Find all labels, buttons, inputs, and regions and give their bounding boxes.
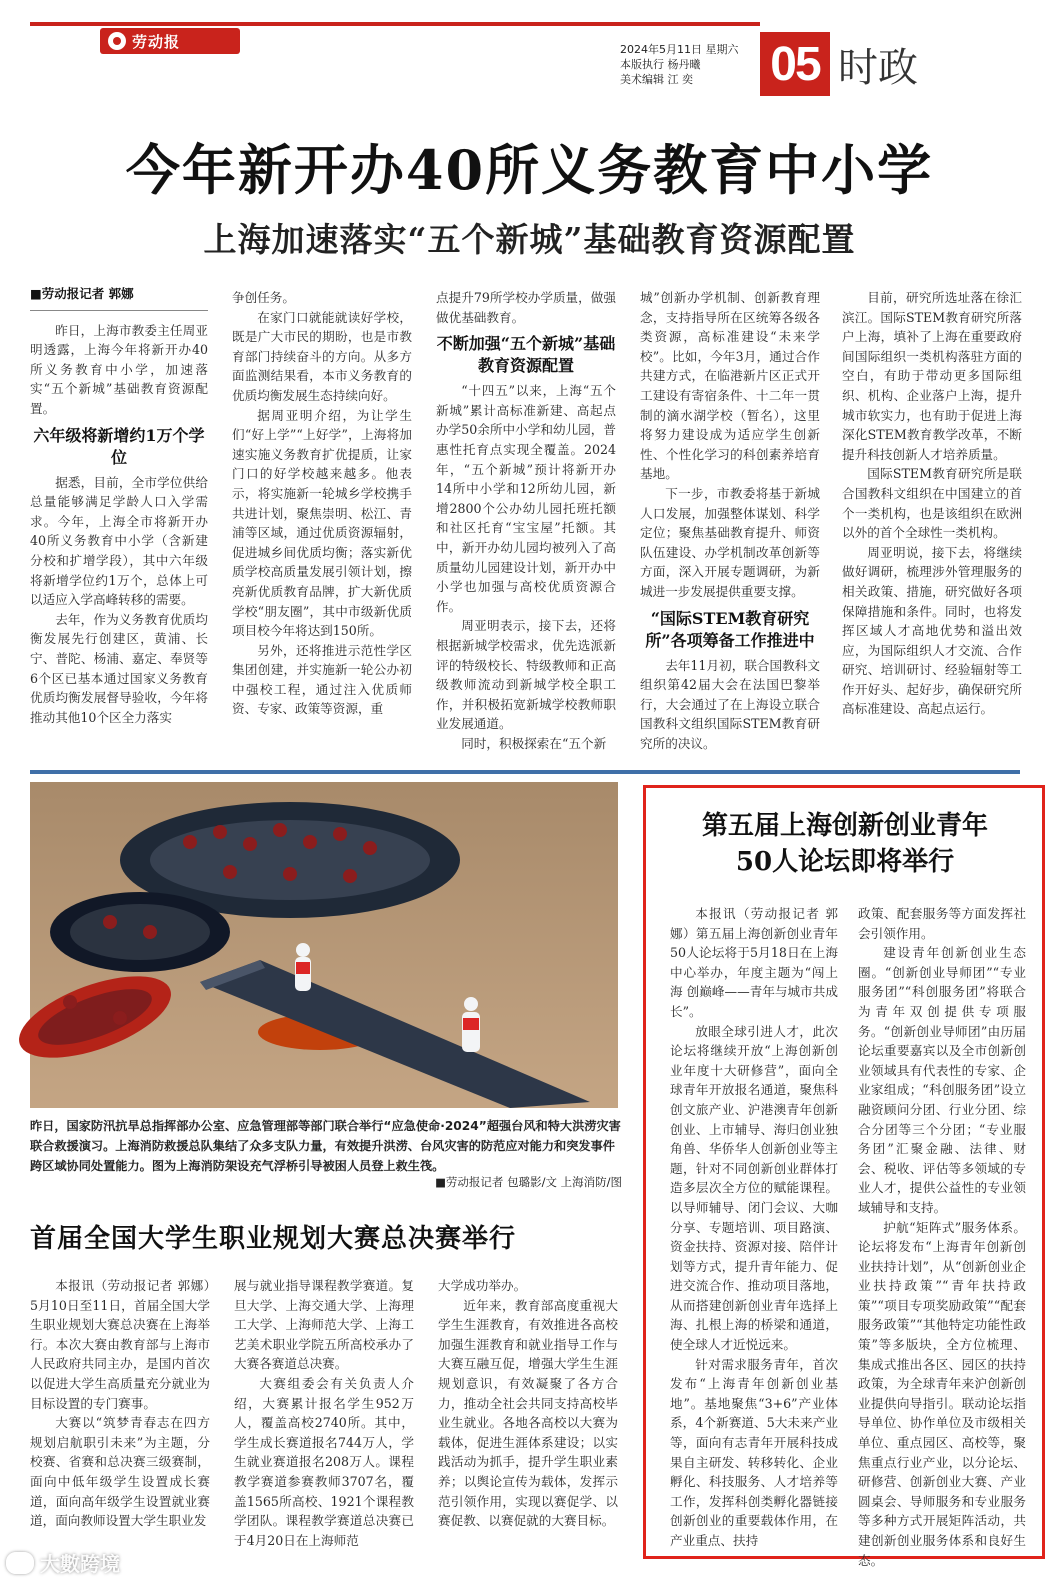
section-name: 时政 bbox=[838, 44, 918, 91]
newspaper-logo bbox=[100, 28, 240, 54]
article2-col2-text bbox=[234, 1276, 414, 1550]
watermark bbox=[6, 1548, 120, 1577]
paragraph: 据周亚明介绍，为让学生们“好上学”“上好学”，上海将加速实施义务教育扩优提质，让家门口的好学校越来越多。他表示，将实施新一轮城乡学校携手共进计划，聚焦崇明、松江、青浦等区域，通过优质资源辐射，促进城乡间优质均衡；落实新优质学校高质量发展引领计划，擦亮新优质教育品牌，扩大新优质学校“朋友圈”，其中市级新优质项目校今年将达到150所。 bbox=[232, 407, 412, 639]
paragraph: “十四五”以来，上海“五个新城”累计高标准新建、高起点办学50余所中小学和幼儿园，普惠性托育点实现全覆盖。2024年，“五个新城”预计将新开办14所中小学和12所幼儿园，新增2800个公办幼儿园托班托额和社区托育“宝宝屋”托额。其中，新开办幼儿园均被列入了高质量幼儿园建设计划，新开办中小学也加强与高校优质资源合作。 bbox=[436, 383, 616, 614]
paragraph: 放眼全球引进人才，此次论坛将继续开放“上海创新创业年度十大研修营”，面向全球青年开放报名通道，聚焦科创文旅产业、沪港澳青年创新创业、上市辅导、海归创业独角兽、华侨华人创新创业等主题，针对不同创新创业群体打造多层次全方位的赋能课程。以导师辅导、闭门会议、大咖分享、专题培训、项目路演、资金扶持、资源对接、陪伴计划等方式，提升青年能力、促进交流合作、推动项目落地，从而搭建创新创业青年选择上海、扎根上海的桥梁和通道，使全球人才近悦远来。 bbox=[670, 1023, 838, 1353]
paragraph: 同时，积极探索在“五个新 bbox=[461, 735, 607, 751]
article2-column-1 bbox=[30, 1276, 210, 1554]
issue-date: 2024年5月11日 星期六 bbox=[620, 43, 739, 56]
article1-col4a-text bbox=[640, 288, 820, 602]
article2-col3-text bbox=[438, 1276, 618, 1531]
article1-column-5 bbox=[842, 288, 1022, 764]
paragraph: 昨日，上海市教委主任周亚明透露，上海今年将新开办40所义务教育中小学，加速落实“五个新城”基础教育资源配置。 bbox=[30, 322, 208, 416]
article1-col5-text bbox=[842, 288, 1022, 719]
article1-col3b-text bbox=[436, 381, 616, 753]
article2-col1-text bbox=[30, 1276, 210, 1531]
paragraph: 下一步，市教委将基于新城人口发展，加强整体谋划、科学定位；聚焦基础教育提升、师资队伍建设、办学机制改革创新等方面，深入开展专题调研，为新城进一步发展提供重要支撑。 bbox=[640, 485, 820, 599]
article1-col1-text bbox=[30, 321, 208, 419]
article1-column-3 bbox=[436, 288, 616, 764]
article1-column-1 bbox=[30, 284, 208, 764]
section-divider bbox=[30, 770, 1020, 774]
paragraph: 周亚明表示，接下去，还将根据新城学校需求，优先选派新评的特级校长、特级教师和正高级教师流动到新城学校全职工作，并积极拓宽新城学校教师职业发展通道。 bbox=[436, 618, 616, 732]
paragraph: 针对需求服务青年，首次发布“上海青年创新创业基地”。基地聚焦“3+6”产业体系，4个新赛道、5大未来产业等，面向有志青年开展科技成果自主研发、转移转化、企业孵化、科技服务、人才培养等工作，发挥科创类孵化器链接创新创业的重要载体作用，在产业重点、扶持 bbox=[670, 1356, 838, 1548]
watermark-text: 大數跨境 bbox=[40, 1552, 120, 1576]
paragraph: 国际STEM教育研究所是联合国教科文组织在中国建立的首个一类机构，也是该组织在欧洲以外的首个全球性一类机构。 bbox=[842, 466, 1022, 541]
article3-title bbox=[660, 808, 1030, 880]
page-number: 05 bbox=[760, 32, 830, 96]
paragraph: 据悉，目前，全市学位供给总量能够满足学龄人口入学需求。今年，上海全市将新开办40所义务教育中小学（含新建分校和扩增学段），其中六年级将新增学位约1万个，总体上可以适应入学高峰转移的需要。 bbox=[30, 474, 208, 608]
paragraph: 大赛以“筑梦青春志在四方 规划启航职引未来”为主题，分校赛、省赛和总决赛三级赛制，面向中低年级学生设置成长赛道，面向高年级学生设置就业赛道，面向教师设置大学生职业发 bbox=[30, 1415, 210, 1529]
paragraph: 在家门口就能就读好学校，既是广大市民的期盼，也是市教育部门持续奋斗的方向。从多方面监测结果看，本市义务教育的优质均衡发展生态持续向好。 bbox=[232, 309, 412, 403]
paragraph: 去年11月初，联合国教科文组织第42届大会在法国巴黎举行，大会通过了在上海设立联合国教科文组织国际STEM教育研究所的决议。 bbox=[640, 657, 820, 751]
article3-col2-text bbox=[858, 904, 1026, 1570]
paragraph: 护航“矩阵式”服务体系。论坛将发布“上海青年创新创业扶持计划”，从“创新创业企业扶持政策”“青年扶持政策”“项目专项奖励政策”“配套服务政策”“其他特定功能性政策”等多版块，全方位梳理、集成式推出各区、园区的扶持政策，为全球青年来沪创新创业提供向导指引。联动论坛指导单位、协作单位及市级相关单位、重点园区、高校等，聚焦重点行业产业，以分论坛、研修营、创新创业大赛、产业圆桌会、导师服务和专业服务等多种方式开展矩阵活动，共建创新创业服务体系和良好生态。 bbox=[858, 1219, 1026, 1568]
photo-caption: 昨日，国家防汛抗旱总指挥部办公室、应急管理部等部门联合举行“应急使命·2024”超强台风和特大洪涝灾害联合救援演习。上海消防救援总队集结了众多支队力量，有效提升洪涝、台风灾害的防范应对能力和突发事件跨区域协同处置能力。图为上海消防架设充气浮桥引导被困人员登上救生筏。 bbox=[30, 1119, 621, 1173]
article3-column-1 bbox=[670, 904, 838, 1550]
paragraph: 城”创新办学机制、创新教育理念，支持指导所在区统筹各级各类资源，高标准建设“未来学校”。比如，今年3月，通过合作共建方式，在临港新片区正式开工建设有寄宿条件、十二年一贯制的滴水湖学校（暂名），这里将努力建设成为适应学生创新性、个性化学习的科创素养培育基地。 bbox=[640, 290, 820, 482]
article1-subhead-3: “国际STEM教育研究所”各项筹备工作推进中 bbox=[645, 608, 815, 650]
main-headline: 今年新开办40所义务教育中小学 bbox=[125, 138, 934, 202]
art-editor: 美术编辑 江 奕 bbox=[620, 73, 693, 86]
article1-col1b-text bbox=[30, 473, 208, 728]
article2-column-2 bbox=[234, 1276, 414, 1554]
paragraph: 本报讯（劳动报记者 郭娜）5月10日至11日，首届全国大学生职业规划大赛总决赛在上海举行。本次大赛由教育部与上海市人民政府共同主办，是国内首次以促进大学生高质量充分就业为目标设置的专门赛事。 bbox=[30, 1278, 210, 1411]
article1-col2-text bbox=[232, 288, 412, 719]
article1-subhead-1: 六年级将新增约1万个学位 bbox=[33, 425, 205, 467]
paragraph: 争创任务。 bbox=[232, 290, 295, 305]
paragraph: 本报讯（劳动报记者 郭娜）第五届上海创新创业青年50人论坛将于5月18日在上海中心举办，年度主题为“闯上海 创巅峰——青年与城市共成长”。 bbox=[670, 906, 838, 1019]
rescue-drill-photo bbox=[30, 782, 618, 1108]
article3-title-line1: 第五届上海创新创业青年 bbox=[701, 811, 988, 841]
article1-column-4 bbox=[640, 288, 820, 764]
paragraph: 周亚明说，接下去，将继续做好调研，梳理涉外管理服务的相关政策、措施，研究做好各项保障措施和条件。同时，也将发挥区域人才高地优势和溢出效应，为国际组织人才交流、合作研究、培训研讨、经验辐射等工作开好头、起好步，确保研究所高标准建设、高起点运行。 bbox=[842, 544, 1022, 717]
paragraph: 大赛组委会有关负责人介绍，大赛累计报名学生952万人，覆盖高校2740所。其中，学生成长赛道报名744万人，学生就业赛道报名208万人。课程教学赛道参赛教师3707名，覆盖1565所高校、1921个课程教学团队。课程教学赛道总决赛已于4月20日在上海师范 bbox=[234, 1375, 414, 1548]
article2-column-3 bbox=[438, 1276, 618, 1554]
watermark-logo-icon bbox=[6, 1552, 34, 1574]
paragraph: 建设青年创新创业生态圈。“创新创业导师团”“专业服务团”“科创服务团”将联合为青年双创提供专项服务。“创新创业导师团”由历届论坛重要嘉宾以及全市创新创业领域具有代表性的专家、企业家组成；“科创服务团”设立融资顾问分团、行业分团、综合分团等三个分团；“专业服务团”汇聚金融、法律、财会、税收、评估等多领域的专业人才，提供公益性的专业领域辅导和支持。 bbox=[858, 945, 1026, 1215]
sub-headline: 上海加速落实“五个新城”基础教育资源配置 bbox=[203, 220, 856, 259]
article3-col1-text bbox=[670, 904, 838, 1551]
article3-title-line2: 50人论坛即将举行 bbox=[735, 847, 955, 877]
article1-col3a-text bbox=[436, 288, 616, 327]
page-editor: 本版执行 杨丹曦 bbox=[620, 58, 701, 71]
paragraph: 近年来，教育部高度重视大学生生涯教育，有效推进各高校加强生涯教育和就业指导工作与大赛互融互促，增强大学生生涯规划意识，有效凝聚了各方合力，推动全社会共同支持高校毕业生就业。各地各高校以大赛为载体，促进生涯体系建设；以实践活动为抓手，提升学生职业素养；以舆论宣传为载体，发挥示范引领作用，实现以赛促学、以赛促教、以赛促就的大赛目标。 bbox=[438, 1297, 618, 1529]
logo-mark-icon bbox=[108, 32, 126, 50]
paragraph: 点提升79所学校办学质量，做强做优基础教育。 bbox=[436, 290, 616, 325]
paragraph: 目前，研究所选址落在徐汇滨江。国际STEM教育研究所落户上海，填补了上海在重要政府间国际组织一类机构落驻方面的空白，有助于带动更多国际组织、机构、企业落户上海，提升城市软实力，也有助于促进上海深化STEM教育教学改革，不断提升科技创新人才培养质量。 bbox=[842, 290, 1022, 462]
paragraph: 政策、配套服务等方面发挥社会引领作用。 bbox=[858, 906, 1026, 941]
logo-text: 劳动报 bbox=[132, 32, 181, 51]
paragraph: 另外，还将推进示范性学区集团创建，并实施新一轮公办初中强校工程，通过注入优质师资、专家、政策等资源，重 bbox=[232, 642, 412, 717]
paragraph: 展与就业指导课程教学赛道。复旦大学、上海交通大学、上海理工大学、上海师范大学、上海工艺美术职业学院五所高校承办了大赛各赛道总决赛。 bbox=[234, 1278, 414, 1372]
flood-rescue-illustration bbox=[30, 782, 618, 1108]
article1-byline: ■劳动报记者 郭娜 bbox=[30, 284, 208, 311]
paragraph: 大学成功举办。 bbox=[438, 1278, 527, 1293]
article2-headline: 首届全国大学生职业规划大赛总决赛举行 bbox=[30, 1224, 517, 1254]
article1-column-2 bbox=[232, 288, 412, 764]
issue-meta bbox=[620, 42, 780, 87]
article1-subhead-2: 不断加强“五个新城”基础教育资源配置 bbox=[436, 334, 616, 376]
masthead-rule bbox=[30, 22, 760, 26]
photo-credit: ■劳动报记者 包璐影/文 上海消防/图 bbox=[435, 1175, 622, 1189]
article1-col4b-text bbox=[640, 656, 820, 754]
paragraph: 去年，作为义务教育优质均衡发展先行创建区，黄浦、长宁、普陀、杨浦、嘉定、奉贤等6个区已基本通过国家义务教育优质均衡发展督导验收，今年将推动其他10个区全力落实 bbox=[30, 611, 208, 725]
article3-column-2 bbox=[858, 904, 1026, 1568]
